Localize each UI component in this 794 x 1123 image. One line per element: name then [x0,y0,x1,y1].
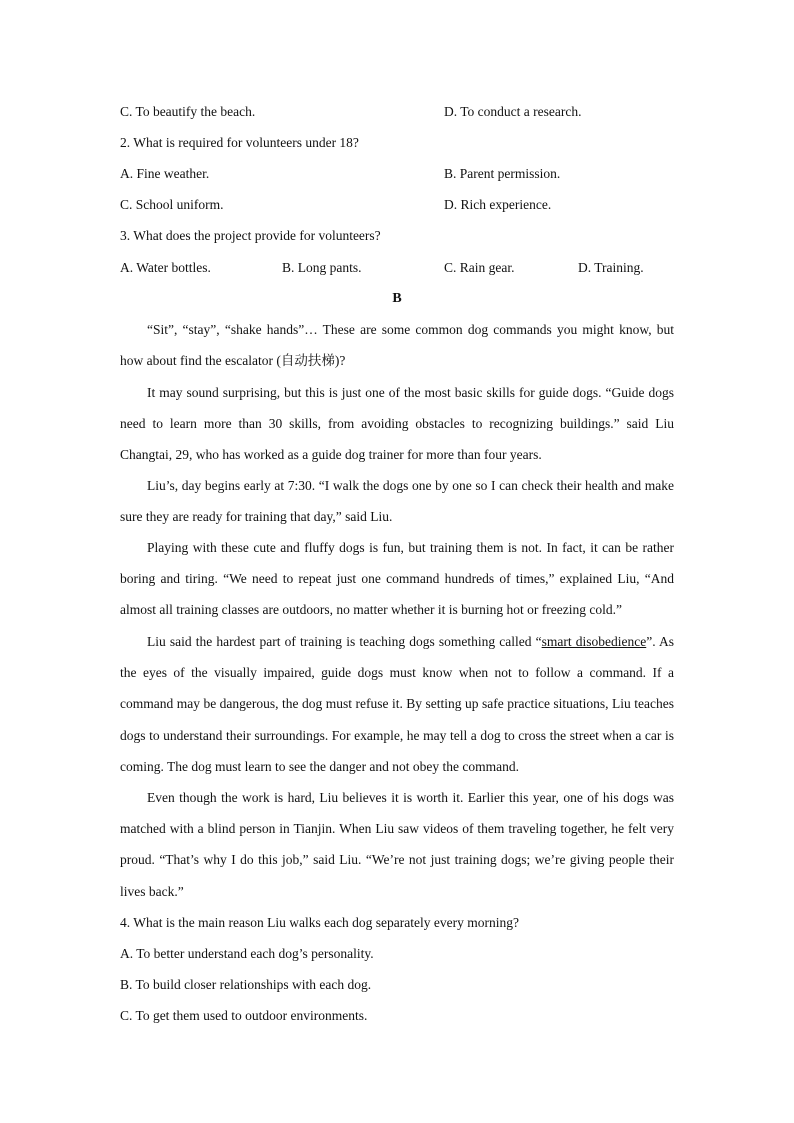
q2-option-b: B. Parent permission. [444,166,561,181]
q2-question: 2. What is required for volunteers under 18? [120,135,359,150]
passage-paragraph-5 [120,626,674,782]
p5-text-after: ”. As the eyes of the visually impaired, guide dogs must know when not to follow a command. If a command may be dangerous, the dog must refuse it. By setting up safe practice situations, Liu teaches dogs to understand their surroundings. For example, he may tell a dog to cross the street when a car is coming. The dog must learn to see the danger and not obey the command. [120,634,675,774]
passage-paragraph-1: “Sit”, “stay”, “shake hands”… These are some common dog commands you might know, but how about find the escalator (自动扶梯)? [120,322,674,369]
q3-question: 3. What does the project provide for volunteers? [120,228,381,243]
q3-option-c: C. Rain gear. [444,260,515,275]
q2-option-a: A. Fine weather. [120,166,210,181]
passage-paragraph-6: Even though the work is hard, Liu believes it is worth it. Earlier this year, one of his dogs was matched with a blind person in Tianjin. When Liu saw videos of them traveling together, he felt very proud. “That’s why I do this job,” said Liu. “We’re not just training dogs; we’re giving people their lives back.” [120,790,674,899]
q4-option-c: C. To get them used to outdoor environments. [120,1008,368,1023]
q3-option-a: A. Water bottles. [120,260,211,275]
section-heading: B [392,291,402,306]
q1-option-c: C. To beautify the beach. [120,104,256,119]
passage-paragraph-2: It may sound surprising, but this is just one of the most basic skills for guide dogs. “Guide dogs need to learn more than 30 skills, from avoiding obstacles to recognizing buildings.” said Liu Changtai, 29, who has worked as a guide dog trainer for more than four years. [120,385,674,463]
p5-text-before: Liu said the hardest part of training is teaching dogs something called “ [147,634,542,649]
q3-option-b: B. Long pants. [282,260,362,275]
q2-option-c: C. School uniform. [120,197,224,212]
passage-paragraph-4: Playing with these cute and fluffy dogs is fun, but training them is not. In fact, it can be rather boring and tiring. “We need to repeat just one command hundreds of times,” explained Liu, “And almost all training classes are outdoors, no matter whether it is burning hot or freezing cold.” [120,540,674,618]
q4-option-a: A. To better understand each dog’s personality. [120,946,374,961]
q1-option-d: D. To conduct a research. [444,104,582,119]
q4-option-b: B. To build closer relationships with each dog. [120,977,372,992]
passage-paragraph-3: Liu’s, day begins early at 7:30. “I walk the dogs one by one so I can check their health and make sure they are ready for training that day,” said Liu. [120,478,674,525]
q4-question: 4. What is the main reason Liu walks each dog separately every morning? [120,915,519,930]
q3-option-d: D. Training. [578,260,644,275]
underlined-term: smart disobedience [541,634,647,649]
q2-option-d: D. Rich experience. [444,197,552,212]
